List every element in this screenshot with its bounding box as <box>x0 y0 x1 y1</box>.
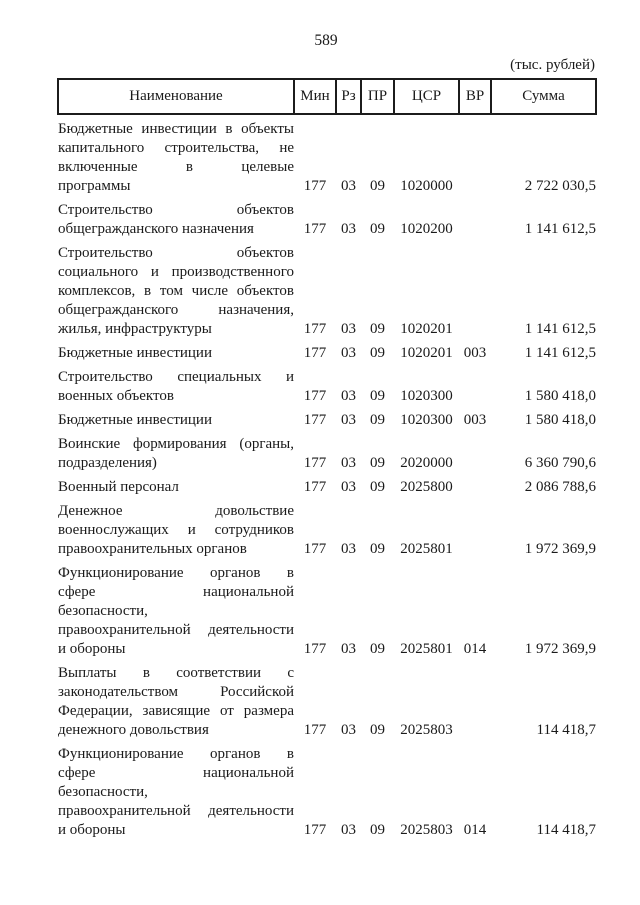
pr-cell: 09 <box>370 541 385 557</box>
name-line: и обороны <box>58 641 126 657</box>
page-number: 589 <box>314 32 338 49</box>
rz-cell: 03 <box>341 345 356 361</box>
pr-cell: 09 <box>370 479 385 495</box>
column-header: ВР <box>459 79 491 114</box>
vr-cell <box>459 114 491 196</box>
name-cell <box>58 659 294 740</box>
sum-cell: 2 086 788,6 <box>524 479 596 495</box>
rz-cell: 03 <box>341 455 356 471</box>
sum-cell: 1 141 612,5 <box>524 345 596 361</box>
min-cell: 177 <box>303 722 327 738</box>
vr-cell: 003 <box>463 345 487 361</box>
pr-cell: 09 <box>370 345 385 361</box>
column-header: Мин <box>294 79 336 114</box>
sum-cell: 114 418,7 <box>536 822 596 838</box>
pr-cell: 09 <box>370 822 385 838</box>
min-cell: 177 <box>303 822 327 838</box>
name-line: общегражданского назначения <box>58 221 254 237</box>
rz-cell: 03 <box>341 388 356 404</box>
rz-cell: 03 <box>341 321 356 337</box>
sum-cell: 6 360 790,6 <box>524 455 596 471</box>
name-cell <box>58 473 294 497</box>
table-row <box>58 473 596 497</box>
vr-cell: 003 <box>463 412 487 428</box>
vr-cell <box>459 659 491 740</box>
rz-cell: 03 <box>341 822 356 838</box>
name-line: Строительство объектов <box>58 245 294 261</box>
name-line: Денежное довольствие <box>58 503 294 519</box>
column-header: Наименование <box>58 79 294 114</box>
name-line: сфере национальной <box>58 584 294 600</box>
sum-cell: 1 141 612,5 <box>524 321 596 337</box>
name-cell <box>58 497 294 559</box>
name-line: военнослужащих и сотрудников <box>58 522 294 538</box>
table-row <box>58 430 596 473</box>
min-cell: 177 <box>303 541 327 557</box>
csr-cell: 1020300 <box>400 388 453 404</box>
name-line: Военный персонал <box>58 479 179 495</box>
min-cell: 177 <box>303 641 327 657</box>
name-cell <box>58 114 294 196</box>
table-body <box>58 114 596 840</box>
min-cell: 177 <box>303 345 327 361</box>
column-header: Сумма <box>491 79 596 114</box>
table-row <box>58 559 596 659</box>
csr-cell: 2020000 <box>400 455 453 471</box>
name-line: программы <box>58 178 131 194</box>
csr-cell: 1020000 <box>400 178 453 194</box>
vr-cell: 014 <box>463 641 487 657</box>
name-line: безопасности, <box>58 784 148 800</box>
table-row <box>58 406 596 430</box>
table-row <box>58 497 596 559</box>
min-cell: 177 <box>303 388 327 404</box>
pr-cell: 09 <box>370 321 385 337</box>
table-row <box>58 196 596 239</box>
name-cell <box>58 363 294 406</box>
name-line: и обороны <box>58 822 126 838</box>
csr-cell: 2025800 <box>400 479 453 495</box>
pr-cell: 09 <box>370 455 385 471</box>
name-line: Строительство специальных и <box>58 369 294 385</box>
budget-table <box>57 78 597 840</box>
rz-cell: 03 <box>341 722 356 738</box>
pr-cell: 09 <box>370 178 385 194</box>
name-line: социального и производственного <box>58 264 294 280</box>
table-row <box>58 740 596 840</box>
name-line: Федерации, зависящие от размера <box>58 703 294 719</box>
vr-cell <box>459 239 491 339</box>
name-cell <box>58 196 294 239</box>
name-line: Бюджетные инвестиции в объекты <box>58 121 294 137</box>
min-cell: 177 <box>303 412 327 428</box>
name-line: законодательством Российской <box>58 684 294 700</box>
min-cell: 177 <box>303 178 327 194</box>
name-line: жилья, инфраструктуры <box>58 321 212 337</box>
table-row <box>58 239 596 339</box>
name-cell <box>58 559 294 659</box>
sum-cell: 1 972 369,9 <box>524 641 596 657</box>
column-header: Рз <box>336 79 361 114</box>
min-cell: 177 <box>303 479 327 495</box>
rz-cell: 03 <box>341 541 356 557</box>
pr-cell: 09 <box>370 221 385 237</box>
name-line: правоохранительной деятельности <box>58 622 294 638</box>
csr-cell: 2025803 <box>400 822 453 838</box>
name-line: Бюджетные инвестиции <box>58 345 212 361</box>
table-row <box>58 659 596 740</box>
pr-cell: 09 <box>370 412 385 428</box>
rz-cell: 03 <box>341 641 356 657</box>
sum-cell: 1 580 418,0 <box>524 412 596 428</box>
name-line: безопасности, <box>58 603 148 619</box>
name-line: правоохранительной деятельности <box>58 803 294 819</box>
vr-cell <box>459 473 491 497</box>
vr-cell <box>459 497 491 559</box>
sum-cell: 1 580 418,0 <box>524 388 596 404</box>
csr-cell: 1020300 <box>400 412 453 428</box>
name-line: общегражданского назначения, <box>58 302 294 318</box>
name-line: Функционирование органов в <box>58 565 294 581</box>
sum-cell: 1 141 612,5 <box>524 221 596 237</box>
name-line: подразделения) <box>58 455 157 471</box>
csr-cell: 1020201 <box>400 321 453 337</box>
min-cell: 177 <box>303 455 327 471</box>
table-row <box>58 339 596 363</box>
rz-cell: 03 <box>341 178 356 194</box>
name-line: Бюджетные инвестиции <box>58 412 212 428</box>
vr-cell <box>459 363 491 406</box>
vr-cell <box>459 196 491 239</box>
table-row <box>58 114 596 196</box>
vr-cell: 014 <box>463 822 487 838</box>
name-line: Строительство объектов <box>58 202 294 218</box>
name-line: комплексов, в том числе объектов <box>58 283 294 299</box>
rz-cell: 03 <box>341 221 356 237</box>
vr-cell <box>459 430 491 473</box>
pr-cell: 09 <box>370 388 385 404</box>
csr-cell: 2025801 <box>400 541 453 557</box>
name-cell <box>58 239 294 339</box>
name-line: сфере национальной <box>58 765 294 781</box>
name-line: денежного довольствия <box>58 722 209 738</box>
column-header: ПР <box>361 79 394 114</box>
name-cell <box>58 339 294 363</box>
name-line: Функционирование органов в <box>58 746 294 762</box>
sum-cell: 114 418,7 <box>536 722 596 738</box>
csr-cell: 1020200 <box>400 221 453 237</box>
rz-cell: 03 <box>341 412 356 428</box>
sum-cell: 1 972 369,9 <box>524 541 596 557</box>
name-cell <box>58 740 294 840</box>
min-cell: 177 <box>303 221 327 237</box>
table-row <box>58 363 596 406</box>
pr-cell: 09 <box>370 641 385 657</box>
csr-cell: 1020201 <box>400 345 453 361</box>
rz-cell: 03 <box>341 479 356 495</box>
name-line: Выплаты в соответствии с <box>58 665 294 681</box>
csr-cell: 2025801 <box>400 641 453 657</box>
units-label: (тыс. рублей) <box>510 57 595 73</box>
name-cell <box>58 406 294 430</box>
name-cell <box>58 430 294 473</box>
header-row <box>58 79 596 114</box>
name-line: правоохранительных органов <box>58 541 247 557</box>
name-line: капитального строительства, не <box>58 140 294 156</box>
name-line: военных объектов <box>58 388 174 404</box>
name-line: включенные в целевые <box>58 159 294 175</box>
column-header: ЦСР <box>394 79 459 114</box>
pr-cell: 09 <box>370 722 385 738</box>
min-cell: 177 <box>303 321 327 337</box>
sum-cell: 2 722 030,5 <box>524 178 596 194</box>
name-line: Воинские формирования (органы, <box>58 436 294 452</box>
csr-cell: 2025803 <box>400 722 453 738</box>
